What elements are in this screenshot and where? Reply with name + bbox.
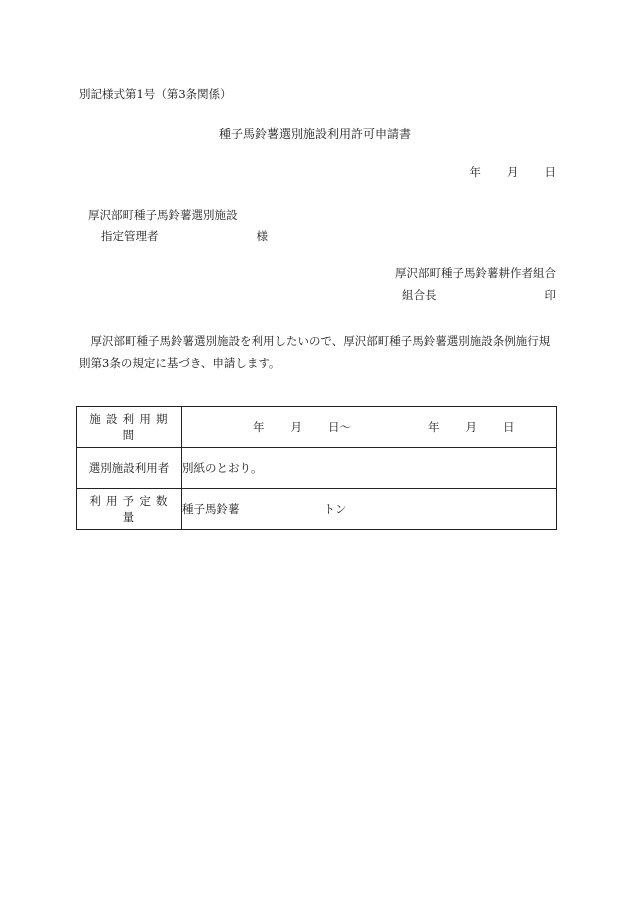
period-day2: 日 — [503, 420, 515, 434]
period-month2: 月 — [465, 420, 477, 434]
user-label: 選別施設利用者 — [77, 448, 182, 489]
date-day: 日 — [544, 165, 556, 179]
form-label: 別記様式第1号（第3条関係） — [79, 87, 232, 101]
quantity-value-cell — [182, 489, 557, 530]
date-year: 年 — [469, 165, 481, 179]
period-year1: 年 — [253, 420, 265, 434]
date-month: 月 — [507, 165, 519, 179]
application-table — [76, 406, 557, 530]
applicant-title: 組合長 — [402, 288, 437, 302]
seal-mark: 印 — [544, 288, 556, 302]
period-day1: 日〜 — [328, 420, 351, 434]
table-row — [77, 489, 557, 530]
date-line — [470, 167, 557, 179]
period-value — [182, 407, 557, 448]
honorific: 様 — [256, 229, 268, 243]
addressee: 厚沢部町種子馬鈴薯選別施設 — [88, 208, 238, 222]
period-label: 施設利用期間 — [77, 407, 182, 448]
page-title: 種子馬鈴薯選別施設利用許可申請書 — [218, 127, 411, 141]
user-value: 別紙のとおり。 — [182, 448, 557, 489]
applicant-organization: 厚沢部町種子馬鈴薯耕作者組合 — [395, 266, 556, 280]
period-year2: 年 — [428, 420, 440, 434]
table-row — [77, 407, 557, 448]
manager-label: 指定管理者 — [101, 229, 159, 243]
period-month1: 月 — [290, 420, 302, 434]
manager-line — [101, 231, 268, 243]
quantity-item: 種子馬鈴薯 — [182, 502, 240, 516]
table-row — [77, 448, 557, 489]
body-text: 厚沢部町種子馬鈴薯選別施設を利用したいので、厚沢部町種子馬鈴薯選別施設条例施行規則第3条の規定に基づき、申請します。 — [79, 334, 551, 370]
applicant-head — [402, 290, 556, 302]
quantity-label: 利用予定数量 — [77, 489, 182, 530]
quantity-unit: トン — [323, 502, 347, 516]
